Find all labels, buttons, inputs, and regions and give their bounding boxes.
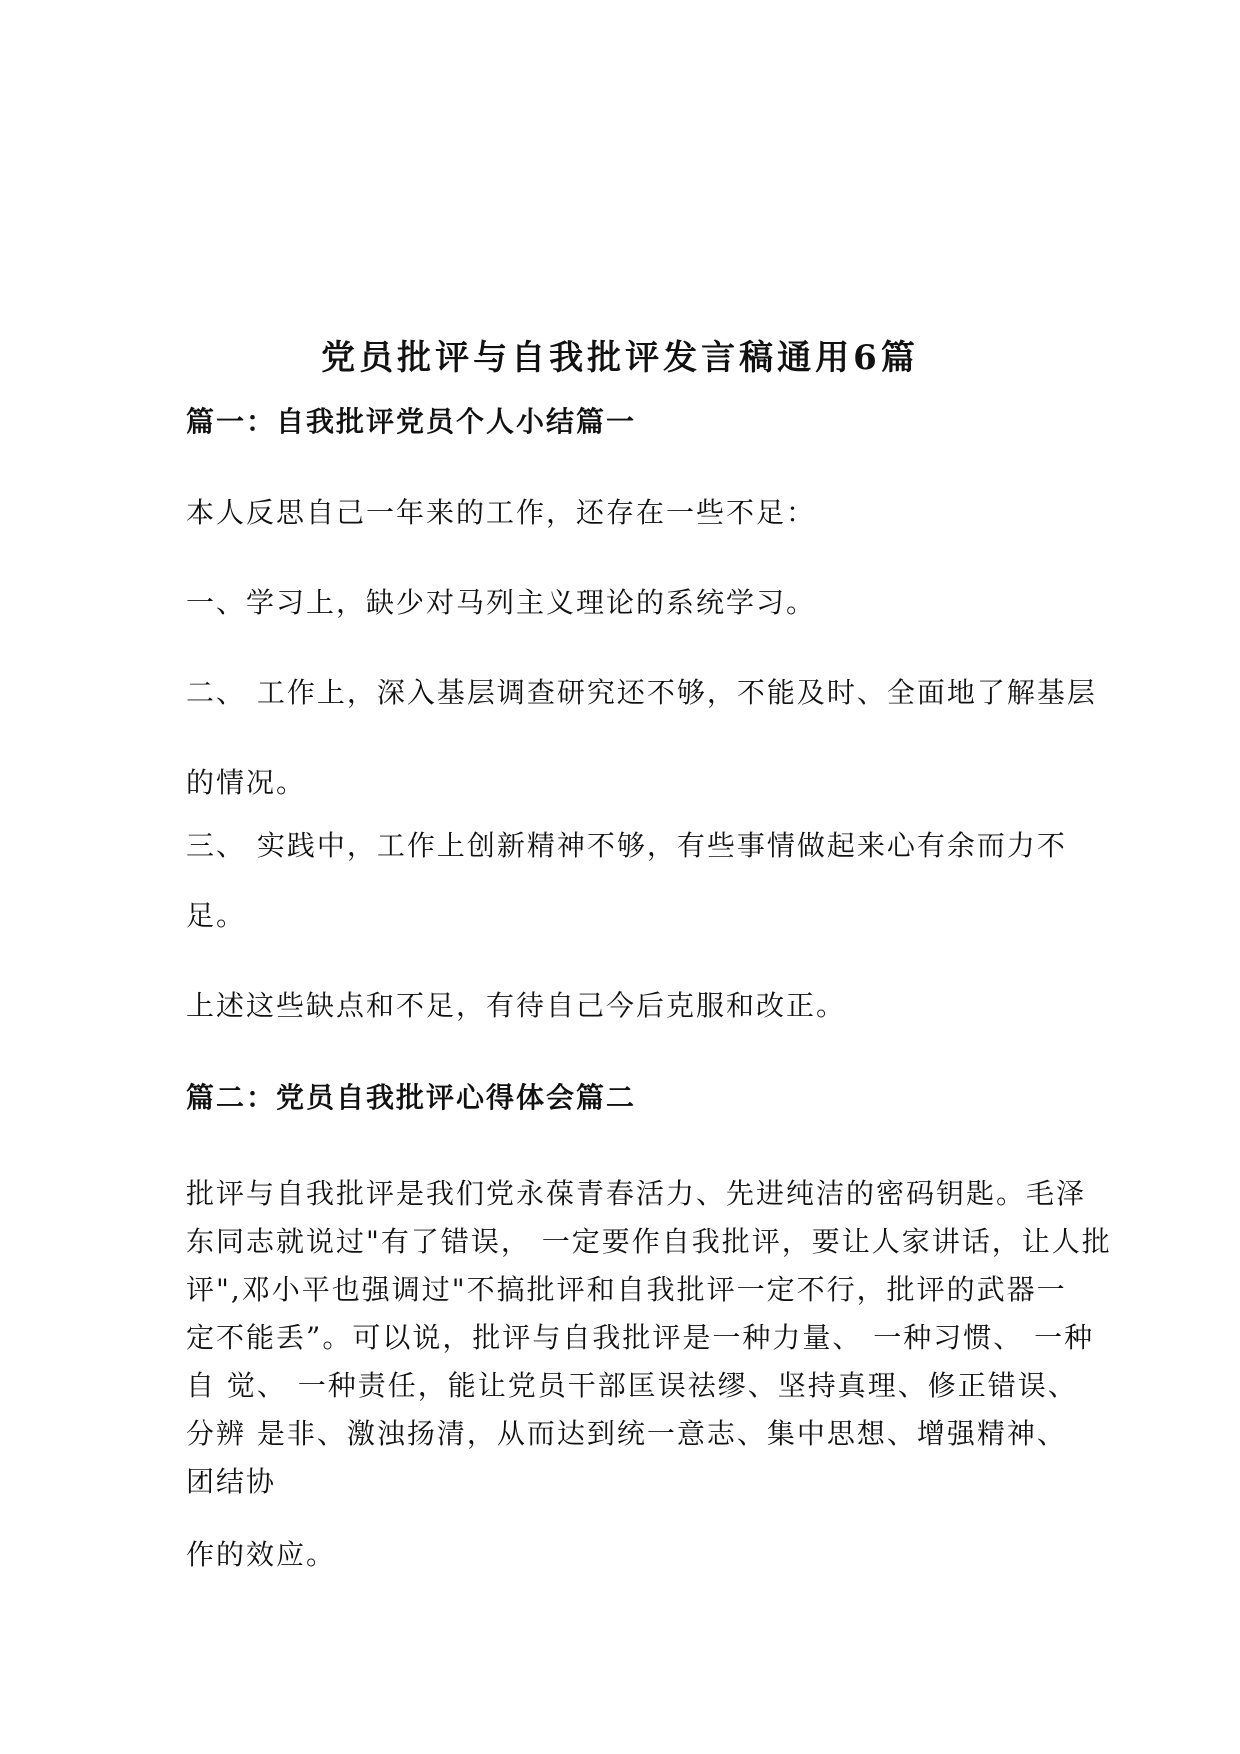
section2-para-line: 分辨 是非、激浊扬清，从而达到统一意志、集中思想、增强精神、	[186, 1417, 1067, 1450]
section1-heading: 篇一：自我批评党员个人小结篇一	[186, 405, 637, 438]
section2-heading: 篇二：党员自我批评心得体会篇二	[186, 1081, 637, 1114]
section1-item3-line2: 足。	[186, 899, 247, 932]
section2-para-line: 批评与自我批评是我们党永葆青春活力、先进纯洁的密码钥匙。毛泽	[186, 1177, 1087, 1210]
section2-para-line: 定不能丢”。可以说，批评与自我批评是一种力量、 一种习惯、 一种	[186, 1321, 1095, 1354]
section2-para-line: 评",邓小平也强调过"不搞批评和自我批评一定不行，批评的武器一	[186, 1273, 1067, 1306]
section1-item2-line1: 二、 工作上，深入基层调查研究还不够，不能及时、全面地了解基层	[186, 676, 1097, 709]
section1-intro: 本人反思自己一年来的工作，还存在一些不足：	[186, 496, 817, 529]
section2-para-line: 自 觉、 一种责任，能让党员干部匡误祛缪、坚持真理、修正错误、	[186, 1369, 1078, 1402]
section1-item3-line1: 三、 实践中，工作上创新精神不够，有些事情做起来心有余而力不	[186, 829, 1067, 862]
section2-para-line: 团结协	[186, 1465, 277, 1498]
section1-item1: 一、学习上，缺少对马列主义理论的系统学习。	[186, 586, 817, 619]
section1-item2-line2: 的情况。	[186, 766, 307, 799]
section2-para-line: 东同志就说过"有了错误， 一定要作自我批评，要让人家讲话，让人批	[186, 1225, 1112, 1258]
section2-para-line: 作的效应。	[186, 1538, 337, 1571]
document-title: 党员批评与自我批评发言稿通用6篇	[321, 338, 919, 378]
section1-conclusion: 上述这些缺点和不足，有待自己今后克服和改正。	[186, 989, 847, 1022]
